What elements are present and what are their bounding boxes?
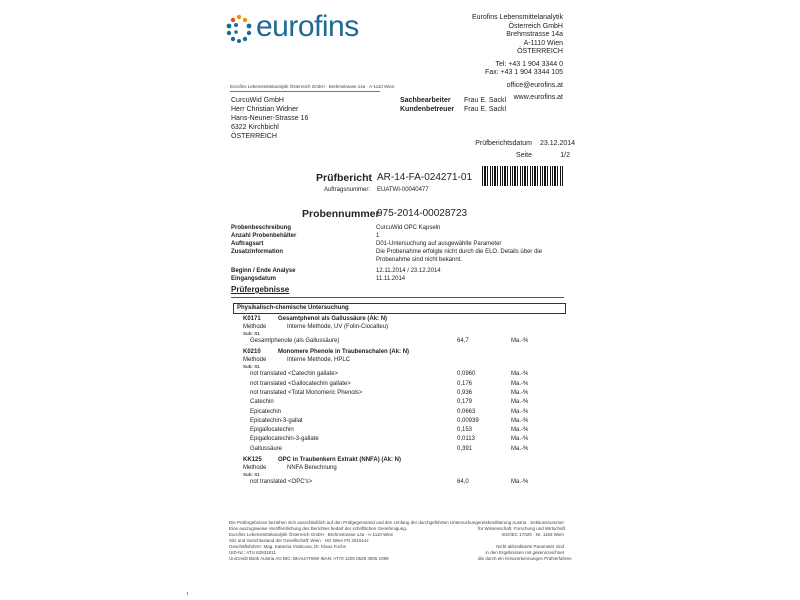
result-name: not translated <Catechin gallate> [250, 371, 339, 378]
result-name: Epigallocatechin-3-gallate [250, 436, 319, 443]
footer-legal-line: UID-Nr.: ATU 62931811 [229, 550, 276, 555]
sample-label: Probennummer [302, 208, 380, 220]
footer-legal-line: Sitz und Gerichtsstand der Gesellschaft: Wien · HG Wien FN 261514z [229, 538, 369, 543]
result-value: 0,179 [457, 399, 473, 406]
meta-label: Seite [516, 152, 532, 159]
sample-info-value: D01-Untersuchung auf ausgewählte Parameter [376, 241, 502, 247]
sub-label: Sub: S1 [243, 472, 260, 477]
sample-info-label: Probenbeschreibung [231, 225, 292, 231]
results-title: Prüfergebnisse [231, 285, 290, 294]
recipient-line: ÖSTERREICH [231, 133, 277, 140]
result-name: Epicatechin [250, 408, 282, 415]
footer-accreditation-line: für Wissenschaft, Forschung und Wirtschaft [478, 526, 566, 531]
footer-legal-line: Eine auszugsweise Veröffentlichung des Berichtes bedarf der schriftlichen Genehmigung. [229, 526, 408, 531]
result-name: Gallussäure [250, 445, 283, 452]
method-label: Methode [243, 324, 267, 330]
sample-info-value: Die Probenahme erfolgte nicht durch die ELO. Details über die [376, 249, 543, 255]
meta-row [462, 139, 576, 148]
lab-address [470, 14, 563, 103]
footer-accreditation [478, 520, 572, 562]
result-value: 64,7 [457, 338, 469, 344]
result-value: 0,176 [457, 380, 473, 387]
contacts-block [400, 96, 506, 114]
result-unit: Ma.-% [511, 427, 529, 434]
result-unit: Ma.-% [511, 389, 529, 396]
method-value: Interne Methode, HPLC [287, 357, 351, 364]
recipient-line: Herr Christian Widner [231, 106, 299, 113]
meta-row [462, 151, 570, 160]
result-value: 0,0960 [457, 371, 476, 378]
result-value: 0,391 [457, 445, 473, 452]
group-code: K0210 [243, 349, 261, 356]
group-code: KK125 [243, 457, 262, 463]
sample-info-value: Probenahme sind nicht bekannt. [376, 257, 463, 263]
result-name: not translated <OPC's> [250, 479, 313, 485]
result-name: Epicatechin-3-gallat [250, 417, 303, 424]
sample-info-value: 12.11.2014 / 23.12.2014 [376, 268, 441, 274]
result-unit: Ma.-% [511, 371, 529, 378]
eurofins-logo-icon [224, 14, 254, 44]
result-name: Gesamtphenole (als Gallussäure) [250, 338, 340, 344]
sample-info-label: Anzahl Probenbehälter [231, 233, 297, 239]
footer-accreditation-line: Akkreditierung Austria · Sektionsnummer [482, 520, 564, 525]
meta-value: 23.12.2014 [540, 140, 576, 147]
recipient-line: CurcuWid GmbH [231, 97, 284, 104]
contact-label: Sachbearbeiter [400, 97, 451, 104]
results-rule [231, 297, 564, 298]
meta-label: Prüfberichtsdatum [475, 140, 532, 147]
lab-address-line: Brehmstrasse 14a [506, 31, 563, 38]
result-name: Catechin [250, 399, 274, 406]
meta-value: 1/2 [560, 152, 570, 159]
group-title: Gesamtphenol als Gallussäure (Ak: N) [278, 316, 388, 322]
footer-legal-line: Eurofins Lebensmittelanalytik Österreich GmbH · Brehmstrasse 14a · A-1110 Wien [229, 532, 394, 537]
lab-address-line: ÖSTERREICH [517, 48, 563, 55]
footer-legal-line: UniCredit Bank Austria AG BIC: BKAUATWW IBAN: AT70 1200 0528 4005 1089 [229, 556, 389, 561]
contact-value: Frau E. Sackl [464, 106, 507, 113]
contact-label: Kundenbetreuer [400, 106, 455, 113]
sender-underline [230, 91, 380, 92]
lab-address-line: www.eurofins.at [513, 94, 563, 101]
sample-info-value: 11.11.2014 [376, 276, 406, 282]
contact-row [400, 105, 506, 114]
result-name: Epigallocatechin [250, 427, 294, 434]
lab-address-line: office@eurofins.at [506, 81, 563, 89]
report-meta [462, 139, 576, 163]
page-mark [187, 592, 188, 595]
footer-accreditation-line: Nicht akkreditierte Parameter sind [496, 544, 564, 549]
order-label: Auftragsnummer: [323, 187, 370, 193]
result-value: 0,936 [457, 389, 473, 396]
lab-address-line: Fax: +43 1 904 3344 105 [484, 69, 563, 76]
method-label: Methode [243, 357, 267, 364]
report-label: Prüfbericht [316, 172, 373, 184]
result-unit: Ma.-% [511, 338, 529, 344]
result-unit: Ma.-% [511, 436, 529, 443]
sample-info-label: Eingangsdatum [231, 276, 277, 282]
sample-number: 975-2014-00028723 [377, 208, 468, 219]
barcode [482, 166, 564, 186]
result-value: 64,0 [457, 479, 469, 485]
result-unit: Ma.-% [511, 408, 529, 415]
footer-legal-line: Die Prüfergebnisse beziehen sich ausschließlich auf den Prüfgegenstand und den Umfang der durchgeführten Untersuchungen. [229, 520, 485, 525]
footer-legal-line: Geschäftsführer: Mag. Katarina Vrabcova, Dr. Klaus Fuchs [229, 544, 346, 549]
sub-label: Sub: S1 [243, 331, 260, 336]
lab-address-line: Tel: +43 1 904 3344 0 [495, 60, 563, 68]
method-label: Methode [243, 465, 267, 471]
result-name: not translated <Gallocatechin gallate> [250, 380, 351, 387]
recipient-address [231, 96, 308, 141]
contact-row [400, 96, 506, 105]
footer-accreditation-line: in den Ergebnissen mit gekennzeichnet [485, 550, 564, 555]
result-unit: Ma.-% [511, 479, 529, 485]
result-unit: Ma.-% [511, 417, 529, 424]
result-value: 0,00939 [457, 417, 479, 424]
order-number: EUATWI-00040477 [377, 187, 429, 193]
method-value: Interne Methode, UV (Folin-Ciocalteu) [287, 324, 389, 330]
sample-info-label: Beginn / Ende Analyse [231, 268, 296, 274]
footer-legal [229, 520, 484, 562]
report-number: AR-14-FA-024271-01 [377, 172, 473, 183]
recipient-line: 6322 Kirchbichl [231, 124, 279, 131]
recipient-line: Hans-Neuner-Strasse 16 [231, 115, 309, 122]
method-value: NNFA Berechnung [287, 465, 337, 471]
sample-info-label: Zusatzinformation [231, 249, 283, 255]
group-title: Monomere Phenole in Traubenschalen (Ak: N) [278, 349, 410, 356]
group-code: K0171 [243, 316, 261, 322]
result-name: not translated <Total Monomeric Phenols> [250, 389, 363, 396]
lab-address-line: Eurofins Lebensmittelanalytik Österreich GmbH [471, 14, 563, 30]
result-unit: Ma.-% [511, 399, 529, 406]
footer-accreditation-line: die durch ein Kreuzerkennungen Prüfverfahren [478, 556, 572, 561]
result-unit: Ma.-% [511, 445, 529, 452]
sub-label: Sub: S1 [243, 364, 260, 370]
section-box [233, 303, 566, 314]
result-value: 0,0663 [457, 408, 476, 415]
result-value: 0,0113 [457, 436, 475, 443]
lab-address-line: A-1110 Wien [523, 39, 563, 47]
sender-line: Eurofins Lebensmittelanalytik Österreich GmbH · Brehmstrasse 14a · A-1110 Wien [230, 84, 395, 89]
group-title: OPC in Traubenkern Extrakt (NNFA) (Ak: N) [278, 457, 402, 463]
sample-info-label: Auftragsart [231, 241, 264, 247]
sample-info-value: 1 [376, 233, 380, 239]
result-value: 0,153 [457, 427, 473, 434]
section-title: Physikalisch-chemische Untersuchung [237, 305, 349, 311]
contact-value: Frau E. Sackl [464, 97, 507, 104]
logo-wordmark: eurofins [256, 10, 359, 43]
result-unit: Ma.-% [511, 380, 529, 387]
footer-accreditation-line: ISO/IEC 17025 · Nr. 1163 Wien [501, 532, 564, 537]
sample-info-value: CurcuWid OPC Kapseln [376, 225, 441, 231]
